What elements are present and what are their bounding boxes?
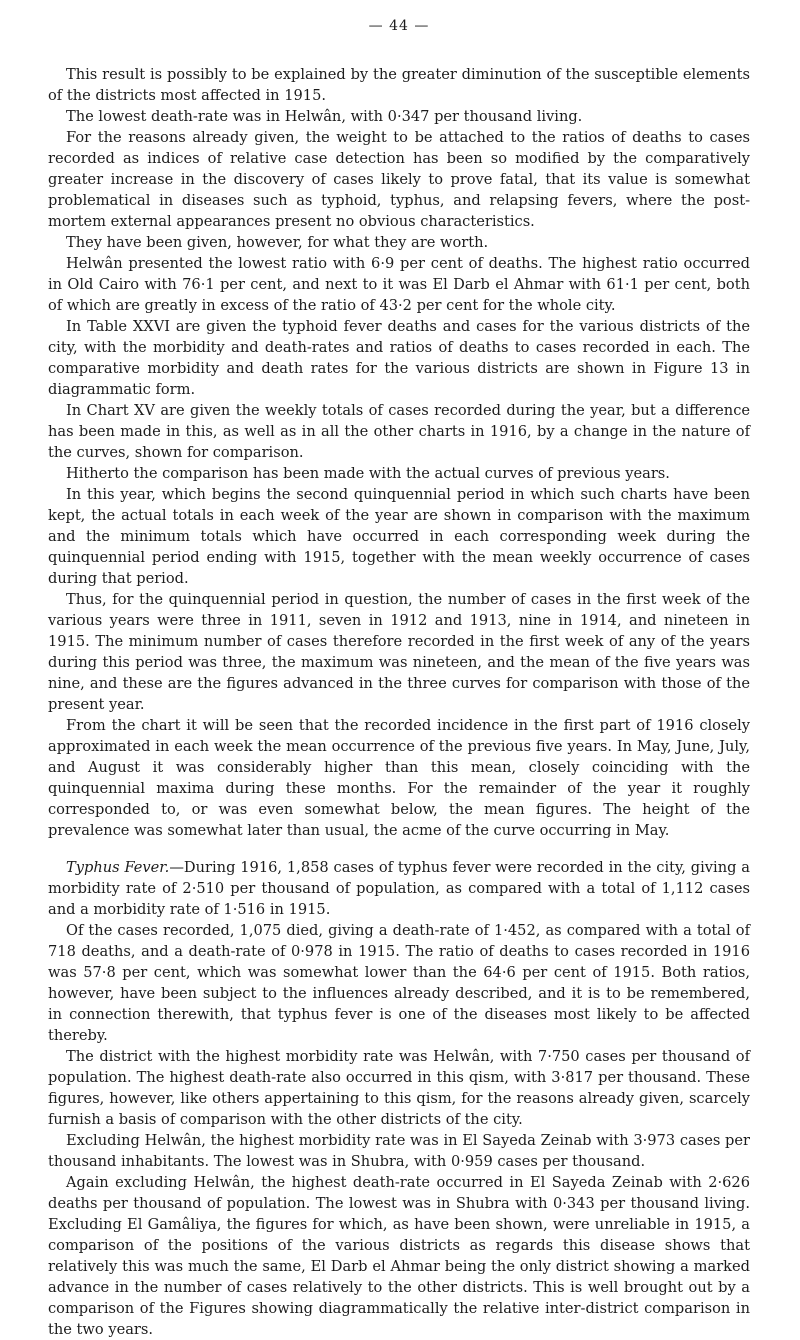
page-number: — 44 —: [368, 18, 430, 34]
paragraph-9: In this year, which begins the second quinquennial period in which such charts have been kept, the actual totals in each week of the year are shown in comparison with the maximum and the minimum totals which have occurred in each corresponding week during the quinquennial period ending with 1915, together with the mean weekly occurrence of cases during that period.: [48, 486, 750, 587]
section-gap: [48, 841, 750, 857]
paragraph-10: Thus, for the quinquennial period in question, the number of cases in the first week of the various years were three in 1911, seven in 1912 and 1913, nine in 1914, and nineteen in 1915. The minimum number of cases therefore recorded in the first week of any of the years during this period was three, the maximum was nineteen, and the mean of the five years was nine, and these are the figures advanced in the three curves for comparison with those of the present year.: [48, 591, 750, 713]
paragraph-11: From the chart it will be seen that the recorded incidence in the first part of 1916 closely approximated in each week the mean occurrence of the previous five years. In May, June, July, and August it was considerably higher than this mean, closely coinciding with the quinquennial maxima during these months. For the remainder of the year it roughly corresponded to, or was even somewhat below, the mean figures. The height of the prevalence was somewhat later than usual, the acme of the curve occurring in May.: [48, 717, 750, 839]
typhus-intro-paragraph: [48, 857, 750, 920]
paragraph-1: This result is possibly to be explained by the greater diminution of the susceptible elements of the districts most affected in 1915.: [48, 66, 750, 104]
typhus-paragraph-1: Of the cases recorded, 1,075 died, giving a death-rate of 1·452, as compared with a total of 718 deaths, and a death-rate of 0·978 in 1915. The ratio of deaths to cases recorded in 1916 was 57·8 per cent, which was somewhat lower than the 64·6 per cent of 1915. Both ratios, however, have been subject to the influences already described, and it is to be remembered, in connection therewith, that typhus fever is one of the diseases most likely to be affected thereby.: [48, 922, 750, 1044]
paragraph-5: Helwân presented the lowest ratio with 6·9 per cent of deaths. The highest ratio occurred in Old Cairo with 76·1 per cent, and next to it was El Darb el Ahmar with 61·1 per cent, both of which are greatly in excess of the ratio of 43·2 per cent for the whole city.: [48, 255, 750, 314]
typhus-paragraph-3: Excluding Helwân, the highest morbidity rate was in El Sayeda Zeinab with 3·973 cases per thousand inhabitants. The lowest was in Shubra, with 0·959 cases per thousand.: [48, 1132, 750, 1170]
paragraph-2: The lowest death-rate was in Helwân, with 0·347 per thousand living.: [66, 108, 583, 125]
typhus-intro-text: —During 1916, 1,858 cases of typhus fever were recorded in the city, giving a morbidity rate of 2·510 per thousand of population, as compared with a total of 1,112 cases and a morbidity rate of 1·516 in 1915.: [48, 859, 750, 918]
paragraph-4: They have been given, however, for what they are worth.: [66, 234, 489, 251]
paragraph-8: Hitherto the comparison has been made with the actual curves of previous years.: [66, 465, 670, 482]
paragraph-3: For the reasons already given, the weight to be attached to the ratios of deaths to cases recorded as indices of relative case detection has been so modified by the comparatively greater increase in the discovery of cases likely to prove fatal, that its value is somewhat problematical in diseases such as typhoid, typhus, and relapsing fevers, where the post-mortem external appearances present no obvious characteristics.: [48, 129, 750, 230]
typhus-paragraph-2: The district with the highest morbidity rate was Helwân, with 7·750 cases per thousand of population. The highest death-rate also occurred in this qism, with 3·817 per thousand. These figures, however, like others appertaining to this qism, for the reasons already given, scarcely furnish a basis of comparison with the other districts of the city.: [48, 1048, 750, 1128]
paragraph-7: In Chart XV are given the weekly totals of cases recorded during the year, but a difference has been made in this, as well as in all the other charts in 1916, by a change in the nature of the curves, shown for comparison.: [48, 402, 750, 461]
paragraph-6: In Table XXVI are given the typhoid fever deaths and cases for the various districts of the city, with the morbidity and death-rates and ratios of deaths to cases recorded in each. The comparative morbidity and death rates for the various districts are shown in Figure 13 in diagrammatic form.: [48, 318, 750, 398]
typhus-paragraph-4: Again excluding Helwân, the highest death-rate occurred in El Sayeda Zeinab with 2·626 deaths per thousand of population. The lowest was in Shubra with 0·343 per thousand living. Excluding El Gamâliya, the figures for which, as have been shown, were unreliable in 1915, a comparison of the positions of the various districts as regards this disease shows that relatively this was much the same, El Darb el Ahmar being the only district showing a marked advance in the number of cases relatively to the other districts. This is well brought out by a comparison of the Figures showing diagrammatically the relative inter-district comparison in the two years.: [48, 1174, 750, 1338]
typhus-heading: Typhus Fever.: [66, 859, 170, 876]
